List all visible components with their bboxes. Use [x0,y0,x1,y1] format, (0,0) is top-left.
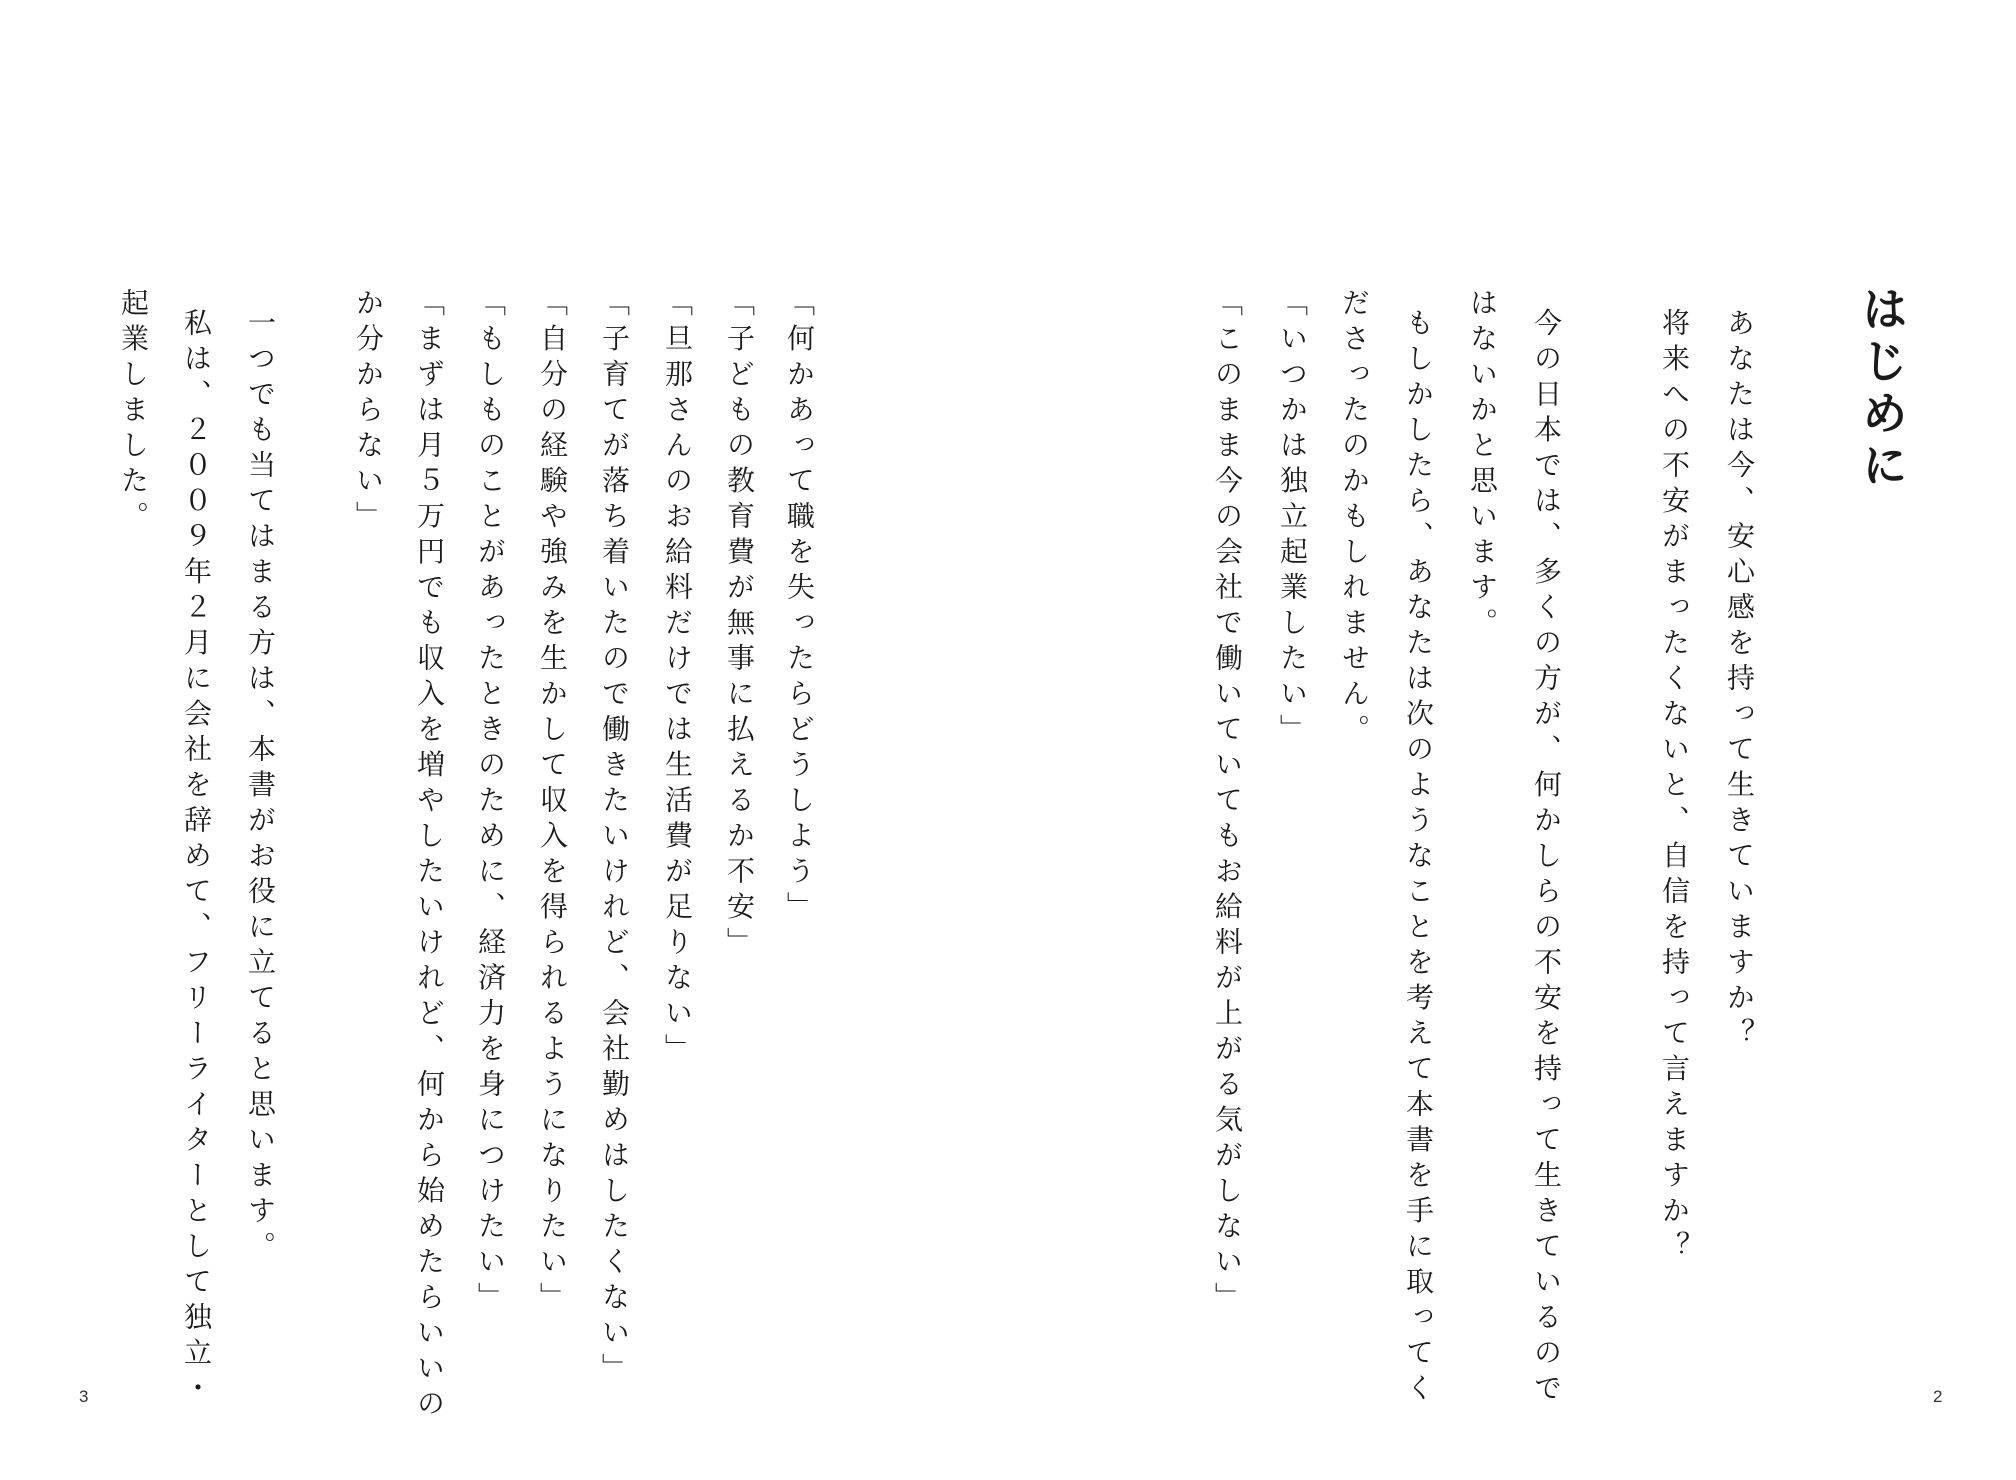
text-line: 起業しました。 [117,288,150,537]
text-line: 「このまま今の会社で働いていてもお給料が上がる気がしない」 [1211,288,1244,1318]
chapter-heading: はじめに [1855,285,1909,493]
text-line: はないかと思います。 [1466,288,1499,643]
page-number-right: 2 [1933,1387,1943,1406]
text-line: 私は、２００９年２月に会社を辞めて、フリーライターとして独立・ [180,308,213,1409]
text-line: 一つでも当てはまる方は、本書がお役に立てると思います。 [244,308,277,1267]
page-number-left: 3 [79,1387,89,1406]
text-line: 「旦那さんのお給料だけでは生活費が足りない」 [661,288,694,1069]
text-line: 「まずは月５万円でも収入を増やしたいけれど、何から始めたらいいの [413,288,446,1424]
text-line: あなたは今、安心感を持って生きていますか？ [1723,308,1756,1054]
text-line: ださったのかもしれません。 [1338,288,1371,750]
text-line: 「子どもの教育費が無事に払えるか不安」 [723,288,756,963]
text-line: 将来への不安がまったくないと、自信を持って言えますか？ [1658,308,1691,1267]
text-line: か分からない」 [352,288,385,537]
text-line: 「何かあって職を失ったらどうしよう」 [783,288,816,927]
text-line: 「自分の経験や強みを生かして収入を得られるようになりたい」 [536,288,569,1318]
text-line: もしかしたら、あなたは次のようなことを考えて本書を手に取ってく [1402,308,1435,1409]
text-line: 今の日本では、多くの方が、何かしらの不安を持って生きているので [1530,308,1563,1409]
text-line: 「いつかは独立起業したい」 [1276,288,1309,750]
text-line: 「子育てが落ち着いたので働きたいけれど、会社勤めはしたくない」 [598,288,631,1389]
text-line: 「もしものことがあったときのために、経済力を身につけたい」 [474,288,507,1318]
